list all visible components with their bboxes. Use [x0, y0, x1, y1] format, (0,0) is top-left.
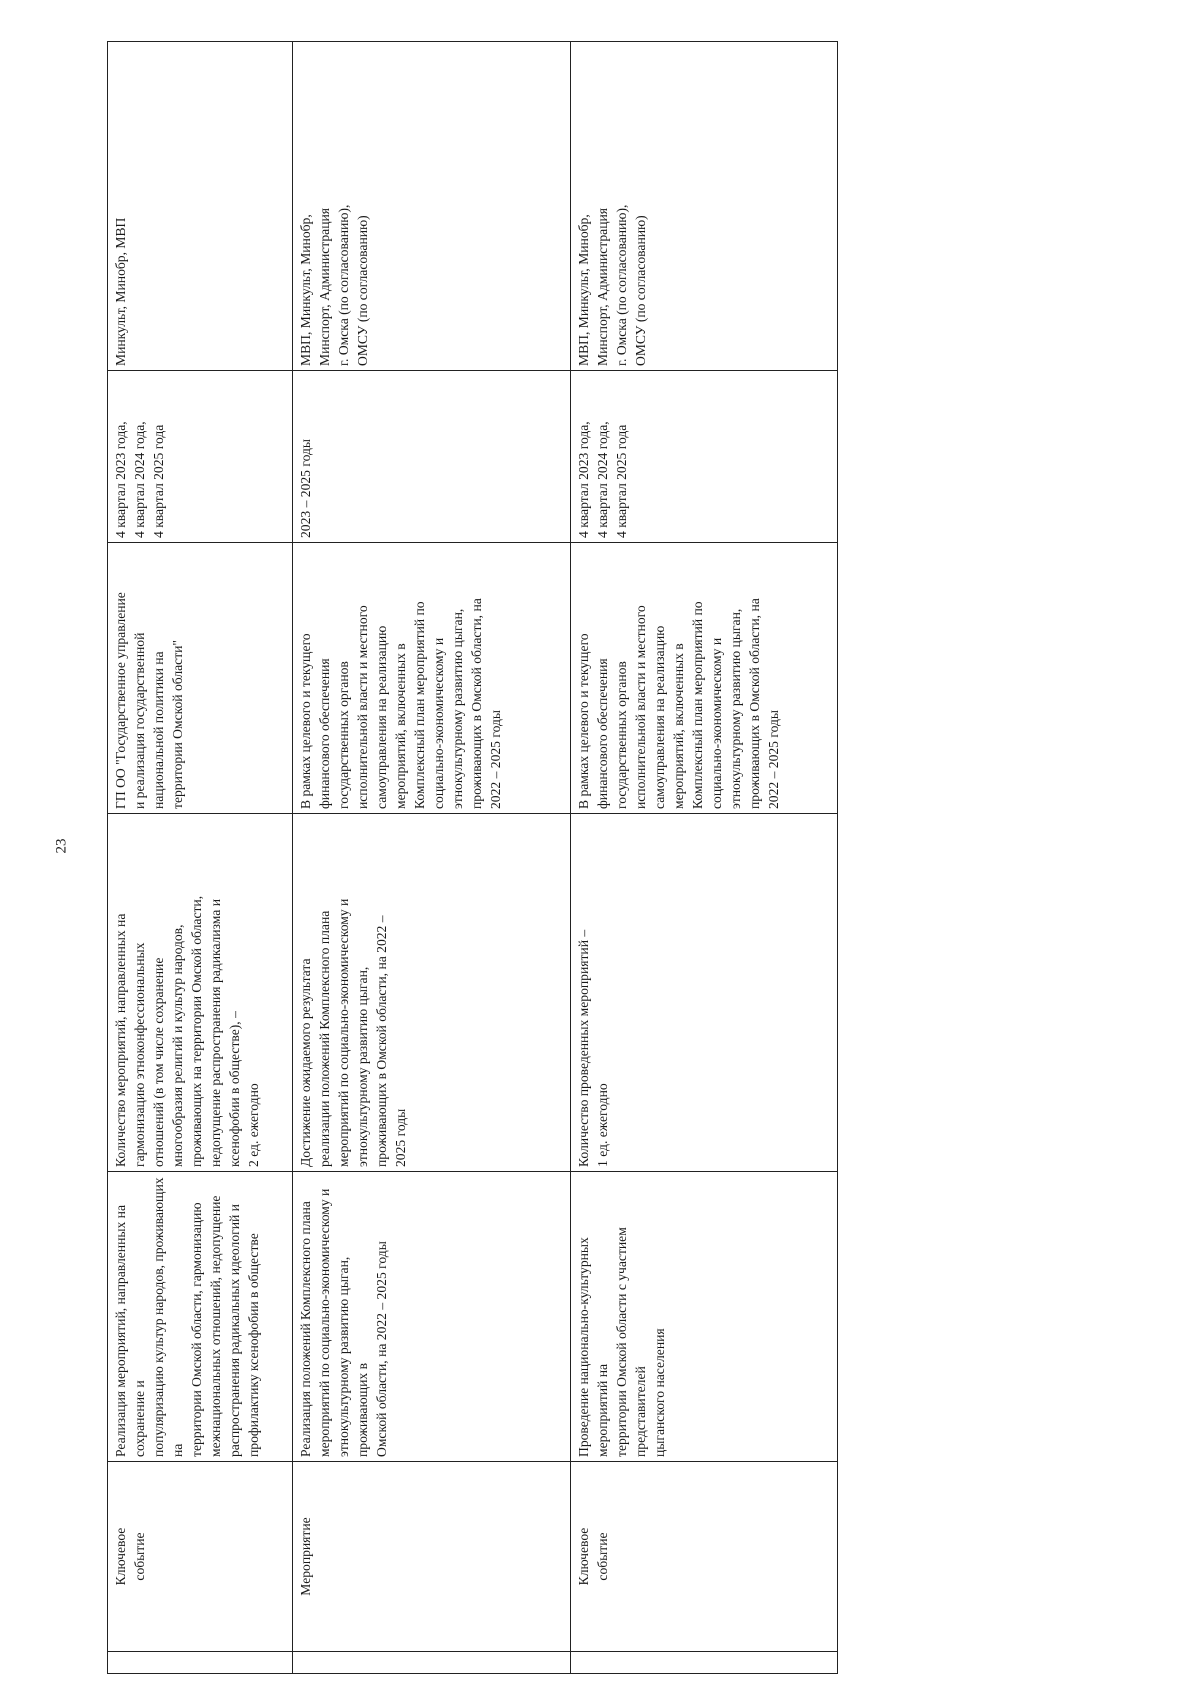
responsible-cell: Минкульт, Минобр, МВП	[108, 42, 293, 371]
table-container	[107, 42, 837, 1674]
event-name-cell: Проведение национально-культурных мероприятий на территории Омской области с участием представителей цыганского населения	[571, 1172, 838, 1462]
page-number: 23	[53, 838, 70, 854]
funding-source-cell: ГП ОО "Государственное управление и реализация государственной национальной политики на территории Омской области"	[108, 543, 293, 814]
deadline-cell: 4 квартал 2023 года, 4 квартал 2024 года, 4 квартал 2025 года	[571, 371, 838, 543]
event-name-cell: Реализация положений Комплексного плана мероприятий по социально-экономическому и этнокультурному развитию цыган, проживающих в Омской области, на 2022 – 2025 годы	[293, 1172, 571, 1462]
table-row	[108, 42, 293, 1674]
event-type-cell: Ключевое событие	[108, 1462, 293, 1652]
funding-source-cell: В рамках целевого и текущего финансового обеспечения государственных органов исполнительной власти и местного самоуправления на реализацию мероприятий, включенных в Комплексный план мероприятий по социально-экономическому и этнокультурному развитию цыган, проживающих в Омской области, на 2022 – 2025 годы	[293, 543, 571, 814]
indicator-cell: Количество мероприятий, направленных на гармонизацию этноконфессиональных отношений (в том числе сохранение многообразия религий и культур народов, проживающих на территории Омской области, недопущение распространения радикализма и ксенофобии в обществе), – 2 ед. ежегодно	[108, 814, 293, 1172]
event-type-cell: Мероприятие	[293, 1462, 571, 1652]
responsible-cell: МВП, Минкульт, Минобр, Минспорт, Администрация г. Омска (по согласованию), ОМСУ (по согласованию)	[571, 42, 838, 371]
indicator-cell: Количество проведенных мероприятий – 1 ед. ежегодно	[571, 814, 838, 1172]
number-cell	[108, 1652, 293, 1674]
responsible-cell: МВП, Минкульт, Минобр, Минспорт, Администрация г. Омска (по согласованию), ОМСУ (по согласованию)	[293, 42, 571, 371]
events-table	[107, 41, 838, 1674]
table-row	[571, 42, 838, 1674]
event-name-cell: Реализация мероприятий, направленных на сохранение и популяризацию культур народов, проживающих на территории Омской области, гармонизацию межнациональных отношений, недопущение распространения радикальных идеологий и профилактику ксенофобии в обществе	[108, 1172, 293, 1462]
event-type-cell: Ключевое событие	[571, 1462, 838, 1652]
number-cell	[293, 1652, 571, 1674]
indicator-cell: Достижение ожидаемого результата реализации положений Комплексного плана мероприятий по социально-экономическому и этнокультурному развитию цыган, проживающих в Омской области, на 2022 – 2025 годы	[293, 814, 571, 1172]
funding-source-cell: В рамках целевого и текущего финансового обеспечения государственных органов исполнительной власти и местного самоуправления на реализацию мероприятий, включенных в Комплексный план мероприятий по социально-экономическому и этнокультурному развитию цыган, проживающих в Омской области, на 2022 – 2025 годы	[571, 543, 838, 814]
table-row	[293, 42, 571, 1674]
deadline-cell: 4 квартал 2023 года, 4 квартал 2024 года, 4 квартал 2025 года	[108, 371, 293, 543]
deadline-cell: 2023 – 2025 годы	[293, 371, 571, 543]
number-cell	[571, 1652, 838, 1674]
